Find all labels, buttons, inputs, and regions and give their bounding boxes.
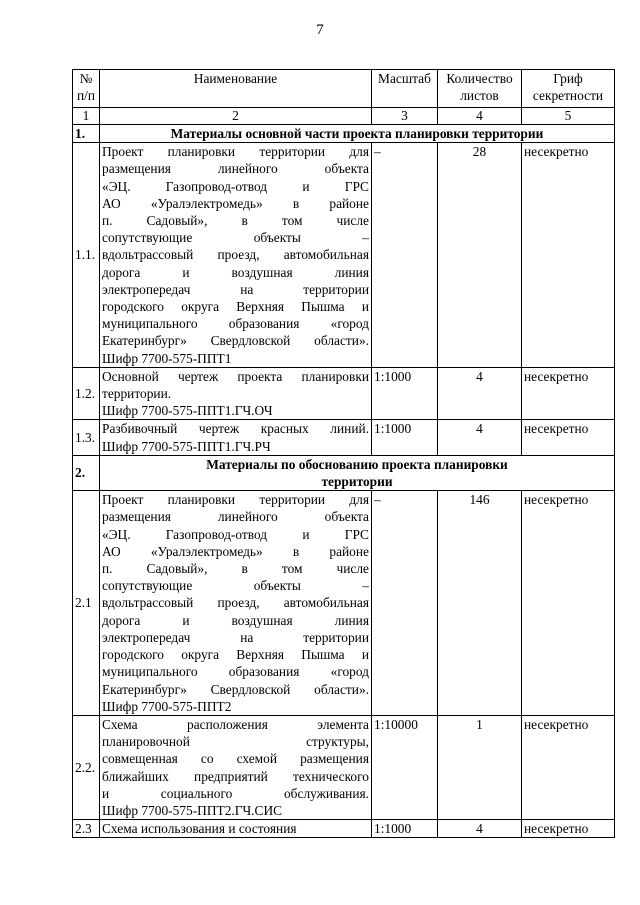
column-number: 5 (522, 108, 615, 125)
row-name-line: и социального обслуживания. (102, 785, 369, 801)
header-count: Количество листов (438, 70, 522, 108)
row-secrecy: несекретно (522, 420, 615, 455)
row-sheet-count: 28 (438, 143, 522, 368)
row-name-line: п. Садовый», в том числе (102, 213, 369, 229)
row-name-line: Основной чертеж проекта планировки (102, 368, 369, 384)
row-name-line: Проект планировки территории для (102, 144, 369, 160)
row-name-line: Схема расположения элемента (102, 716, 369, 732)
row-name-line: «ЭЦ. Газопровод-отвод и ГРС (102, 526, 369, 542)
row-name-line: совмещенная со схемой размещения (102, 751, 369, 767)
section-number: 2. (73, 455, 100, 490)
table-row (73, 143, 615, 368)
row-name (100, 420, 372, 455)
row-name-line: Проект планировки территории для (102, 492, 369, 508)
row-number: 2.1 (73, 491, 100, 716)
row-name-line: Екатеринбург» Свердловской области». (102, 333, 369, 349)
row-secrecy: несекретно (522, 367, 615, 420)
documents-table (72, 69, 615, 838)
header-scale: Масштаб (372, 70, 438, 108)
table-header-row (73, 70, 615, 108)
header-name: Наименование (100, 70, 372, 108)
row-name-line: дорога и воздушная линия (102, 612, 369, 628)
row-name-line: городского округа Верхняя Пышма и (102, 299, 369, 315)
table-row (73, 420, 615, 455)
row-name-line: муниципального образования «город (102, 316, 369, 332)
row-secrecy: несекретно (522, 143, 615, 368)
section-title-line: Материалы основной части проекта планировки территории (170, 126, 544, 141)
row-name (100, 715, 372, 819)
row-name-line: электропередач на территории (102, 629, 369, 645)
row-name (100, 820, 372, 838)
row-name-line: Шифр 7700-575-ППТ1.ГЧ.ОЧ (102, 403, 273, 419)
row-name-line: Разбивочный чертеж красных линий. (102, 421, 369, 437)
row-name (100, 491, 372, 716)
row-name-line: муниципального образования «город (102, 664, 369, 680)
row-name-line: Шифр 7700-575-ППТ2.ГЧ.СИС (102, 802, 283, 818)
row-name-line: п. Садовый», в том числе (102, 561, 369, 577)
row-scale: 1:10000 (372, 715, 438, 819)
page-number: 7 (316, 22, 324, 38)
table-row (73, 367, 615, 420)
row-name-line: планировочной структуры, (102, 734, 369, 750)
row-name-line: АО «Уралэлектромедь» в районе (102, 195, 369, 211)
row-name-line: Екатеринбург» Свердловской области». (102, 681, 369, 697)
row-name-line: размещения линейного объекта (102, 509, 369, 525)
row-number: 1.1. (73, 143, 100, 368)
column-number: 2 (100, 108, 372, 125)
row-number: 1.3. (73, 420, 100, 455)
row-number: 1.2. (73, 367, 100, 420)
row-name-line: АО «Уралэлектромедь» в районе (102, 543, 369, 559)
section-title (100, 125, 615, 143)
row-scale: 1:1000 (372, 820, 438, 838)
row-sheet-count: 4 (438, 367, 522, 420)
section-title-line: территории (321, 474, 393, 490)
row-name (100, 143, 372, 368)
row-name-line: сопутствующие объекты – (102, 578, 369, 594)
table-row (73, 491, 615, 716)
row-number: 2.2. (73, 715, 100, 819)
column-number: 1 (73, 108, 100, 125)
row-sheet-count: 4 (438, 820, 522, 838)
section-number: 1. (73, 125, 100, 143)
row-name-line: размещения линейного объекта (102, 161, 369, 177)
row-secrecy: несекретно (522, 715, 615, 819)
row-secrecy: несекретно (522, 491, 615, 716)
row-sheet-count: 146 (438, 491, 522, 716)
row-name-line: «ЭЦ. Газопровод-отвод и ГРС (102, 178, 369, 194)
section-row (73, 125, 615, 143)
row-name-line: вдольтрассовый проезд, автомобильная (102, 247, 369, 263)
table-row (73, 715, 615, 819)
row-name-line: сопутствующие объекты – (102, 230, 369, 246)
section-row (73, 455, 615, 490)
column-number: 4 (438, 108, 522, 125)
row-secrecy: несекретно (522, 820, 615, 838)
row-name-line: ближайших предприятий технического (102, 768, 369, 784)
section-title (100, 455, 615, 490)
row-scale: 1:1000 (372, 420, 438, 455)
header-number: № п/п (73, 70, 100, 108)
row-name-line: дорога и воздушная линия (102, 264, 369, 280)
row-number: 2.3 (73, 820, 100, 838)
table-row (73, 820, 615, 838)
row-sheet-count: 4 (438, 420, 522, 455)
row-name-line: Шифр 7700-575-ППТ1 (102, 350, 232, 366)
section-title-line: Материалы по обоснованию проекта планировки (206, 456, 508, 472)
column-number: 3 (372, 108, 438, 125)
row-name-line: Шифр 7700-575-ППТ2 (102, 698, 232, 714)
row-name-line: городского округа Верхняя Пышма и (102, 647, 369, 663)
header-grif: Гриф секретности (522, 70, 615, 108)
row-name-line: территории. (102, 386, 172, 402)
row-name-line: Шифр 7700-575-ППТ1.ГЧ.РЧ (102, 438, 271, 454)
row-name-line: Схема использования и состояния (102, 821, 297, 837)
row-name-line: вдольтрассовый проезд, автомобильная (102, 595, 369, 611)
column-numbers-row (73, 108, 615, 125)
row-scale: – (372, 491, 438, 716)
row-sheet-count: 1 (438, 715, 522, 819)
row-name (100, 367, 372, 420)
row-scale: 1:1000 (372, 367, 438, 420)
row-scale: – (372, 143, 438, 368)
row-name-line: электропередач на территории (102, 281, 369, 297)
